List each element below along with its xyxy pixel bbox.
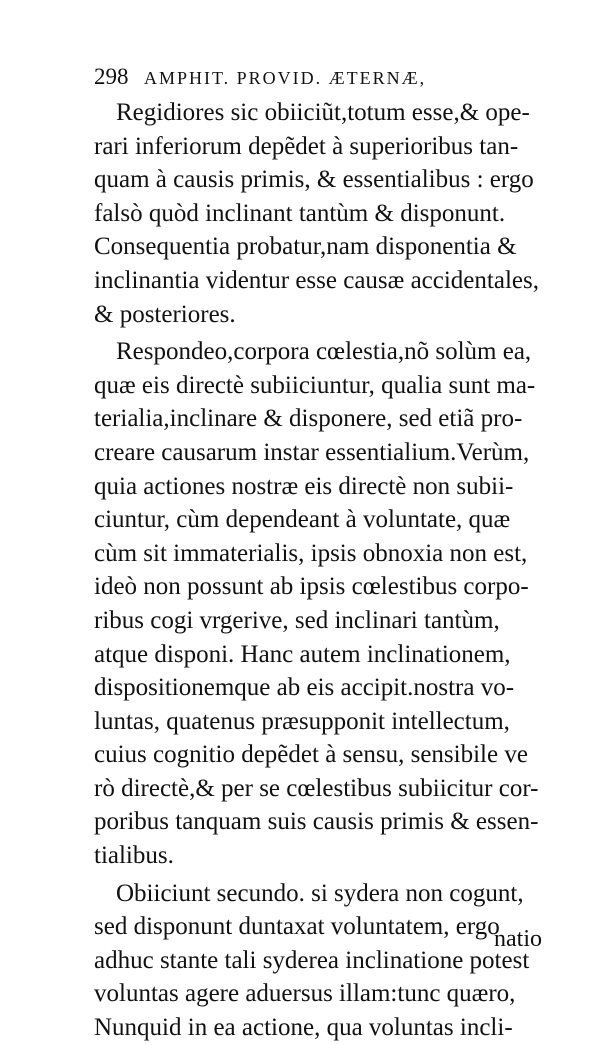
text-line: inclinantia videntur esse causæ accidentales,: [94, 266, 539, 294]
text-line: falsò quòd inclinant tantùm & disponunt.: [94, 199, 506, 227]
text-line: tialibus.: [94, 842, 174, 870]
running-head: [94, 62, 554, 92]
text-line: adhuc stante tali syderea inclinatione potest: [94, 946, 530, 974]
paragraph-2: [94, 335, 549, 873]
text-line: atque disponi. Hanc autem inclinationem,: [94, 640, 511, 668]
text-line: luntas, quatenus præsupponit intellectum,: [94, 707, 510, 735]
text-line: terialia,inclinare & disponere, sed etiã pro-: [94, 405, 523, 433]
text-line: ideò non possunt ab ipsis cœlestibus corpo-: [94, 573, 529, 601]
text-line: quia actiones nostræ eis directè non subii-: [94, 472, 514, 500]
text-line: Consequentia probatur,nam disponentia &: [94, 233, 517, 261]
text-line: ribus cogi vrgerive, sed inclinari tantùm,: [94, 606, 500, 634]
text-line: poribus tanquam suis causis primis & essen-: [94, 808, 539, 836]
text-line: rari inferiorum depẽdet à superioribus tan-: [94, 132, 519, 160]
page-number: 298: [94, 64, 129, 89]
paragraph-3: [94, 877, 549, 1045]
running-title: AMPHIT. PROVID. ÆTERNÆ,: [144, 68, 427, 88]
text-line: & posteriores.: [94, 300, 236, 328]
text-line: cùm sit immaterialis, ipsis obnoxia non est,: [94, 539, 528, 567]
text-line: ciuntur, cùm dependeant à voluntate, quæ: [94, 506, 511, 534]
text-line: sed disponunt duntaxat voluntatem, ergo: [94, 913, 500, 941]
text-line: Obiiciunt secundo. si sydera non cogunt,: [116, 879, 524, 907]
text-line: Nunquid in ea actione, qua voluntas incli-: [94, 1014, 513, 1042]
text-line: Regidiores sic obiiciũt,totum esse,& ope-: [116, 99, 530, 126]
text-line: cuius cognitio depẽdet à sensu, sensibile ve: [94, 741, 528, 769]
text-line: dispositionemque ab eis accipit.nostra vo-: [94, 674, 515, 702]
text-line: quam à causis primis, & essentialibus : ergo: [94, 166, 534, 194]
text-line: rò directè,& per se cœlestibus subiicitur cor-: [94, 774, 539, 802]
paragraph-1: [94, 96, 549, 331]
catchword: natio: [494, 926, 542, 952]
text-line: voluntas agere aduersus illam:tunc quæro,: [94, 980, 516, 1008]
body-text: [94, 96, 549, 1045]
text-line: Respondeo,corpora cœlestia,nõ solùm ea,: [116, 338, 532, 366]
text-line: quæ eis directè subiiciuntur, qualia sunt ma-: [94, 371, 536, 399]
text-line: creare causarum instar essentialium.Verùm,: [94, 438, 530, 466]
